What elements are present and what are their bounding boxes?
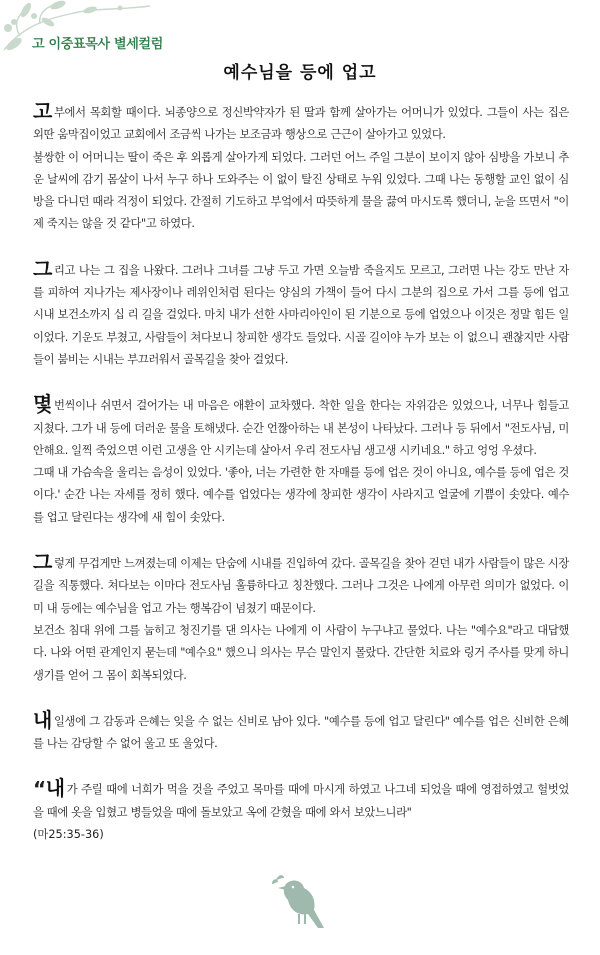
drop-cap: 고 bbox=[33, 99, 52, 123]
verse-quote bbox=[33, 777, 569, 846]
paragraph bbox=[33, 620, 569, 687]
article-section bbox=[33, 393, 569, 529]
article-section bbox=[33, 100, 569, 236]
drop-cap: 몇 bbox=[33, 392, 52, 417]
article-body bbox=[33, 100, 569, 868]
paragraph-text: 부에서 목회할 때이다. 뇌종양으로 정신박약자가 된 딸과 함께 살아가는 어머니가 있었다. 그들이 사는 집은 외딴 움막집이었고 교회에서 조금씩 나가는 보조금과 행상으로 근근이 살아가고 있었다. bbox=[33, 106, 569, 142]
drop-cap: 내 bbox=[45, 776, 65, 801]
paragraph bbox=[33, 100, 569, 147]
drop-cap: 그 bbox=[33, 550, 52, 575]
paragraph-text: 리고 나는 그 집을 나왔다. 그러나 그녀를 그냥 두고 가면 오늘밤 죽을지도 모르고, 그러면 나는 강도 만난 자를 피하여 지나가는 제사장이나 레위인처럼 된다는 양심의 가책이 들어 다시 그분의 집으로 가서 그를 등에 업고 시내 보건소까지 십 리 길을 걸었다. 마치 내가 선한 사마리아인이 된 기분으로 등에 업었으나 이것은 정말 힘든 일이었다. 기운도 부쳤고, 사람들이 쳐다보니 창피한 생각도 들었다. 시골 길이야 누가 보는 이 없으니 괜찮지만 사람들이 붐비는 시내는 부끄러워서 골목길을 찾아 걸었다. bbox=[33, 263, 569, 366]
floral-vine-icon bbox=[0, 0, 240, 62]
quote-mark: “ bbox=[33, 777, 46, 802]
paragraph-text: 번씩이나 쉬면서 걸어가는 내 마음은 애환이 교차했다. 착한 일을 한다는 자위감은 있었으나, 너무나 힘들고 지쳤다. 그가 내 등에 더러운 물을 토해냈다. 순간 언짢아하는 내 본성이 나타났다. 그러나 등 뒤에서 "전도사님, 미안해요. 일찍 죽었으면 이런 고생을 안 시키는데 살아서 우리 전도사님 생고생 시키네요." 하고 엉엉 우셨다. bbox=[33, 399, 569, 457]
paragraph bbox=[33, 393, 569, 462]
verse-reference: (마25:35-36) bbox=[33, 828, 104, 842]
paragraph bbox=[33, 258, 569, 371]
series-label: 고 이중표목사 별세컬럼 bbox=[32, 37, 164, 52]
bird-icon bbox=[268, 870, 332, 932]
page-title: 예수님을 등에 업고 bbox=[223, 63, 377, 83]
paragraph-text: 보건소 침대 위에 그를 눕히고 청진기를 댄 의사는 나에게 이 사람이 누구냐고 물었다. 나는 "예수요"라고 대답했다. 나와 어떤 관계인지 묻는데 "예수요" 했으니 의사는 무슨 말인지 몰랐다. 간단한 치료와 링거 주사를 맞게 하니 생기를 얻어 그 몸이 회복되었다. bbox=[33, 623, 569, 682]
paragraph bbox=[33, 709, 569, 756]
paragraph bbox=[33, 147, 569, 236]
paragraph-text: 렇게 무겁게만 느껴졌는데 이제는 단숨에 시내를 진입하여 갔다. 골목길을 찾아 걷던 내가 사람들이 많은 시장길을 직통했다. 쳐다보는 이마다 전도사님 훌륭하다고 칭찬했다. 그러나 그것은 나에게 아무런 의미가 없었다. 이미 내 등에는 예수님을 업고 가는 행복감이 넘쳤기 때문이다. bbox=[33, 557, 569, 615]
article-section bbox=[33, 709, 569, 756]
paragraph bbox=[33, 551, 569, 620]
drop-cap: 내 bbox=[33, 707, 52, 732]
article-section bbox=[33, 551, 569, 687]
paragraph-text: 일생에 그 감동과 은혜는 잊을 수 없는 신비로 남아 있다. "예수를 등에 업고 달린다" 예수를 업은 신비한 은혜를 나는 감당할 수 없어 울고 또 울었다. bbox=[33, 714, 569, 751]
verse-text: 가 주릴 때에 너희가 먹을 것을 주었고 목마를 때에 마시게 하였고 나그네 되었을 때에 영접하였고 헐벗었을 때에 옷을 입혔고 병들었을 때에 돌보았고 옥에 갇혔을 때에 와서 보았느니라" bbox=[33, 783, 569, 819]
paragraph bbox=[33, 777, 569, 824]
drop-cap: 그 bbox=[33, 256, 52, 281]
paragraph bbox=[33, 462, 569, 529]
paragraph-text: 불쌍한 이 어머니는 딸이 죽은 후 외롭게 살아가게 되었다. 그러던 어느 주일 그분이 보이지 않아 심방을 가보니 추운 날씨에 감기 몸살이 나서 누구 하나 도와주는 이 없이 탈진 상태로 누워 있었다. 그때 나는 동행할 교인 없이 심방을 다니던 때라 걱정이 되었다. 간절히 기도하고 부엌에서 따뜻하게 물을 끓여 마시도록 했더니, 눈을 뜨면서 "이제 죽지는 않을 것 같다"고 하였다. bbox=[33, 150, 569, 231]
paragraph-text: 그때 내 가슴속을 울리는 음성이 있었다. '좋아, 너는 가련한 한 자매를 등에 업은 것이 아니요, 예수를 등에 업은 것이다.' 순간 나는 자세를 정히 했다. 예수를 업었다는 생각에 창피한 생각이 사라지고 얼굴에 기쁨이 솟았다. 예수를 업고 달린다는 생각에 새 힘이 솟았다. bbox=[33, 466, 569, 524]
article-section bbox=[33, 258, 569, 371]
